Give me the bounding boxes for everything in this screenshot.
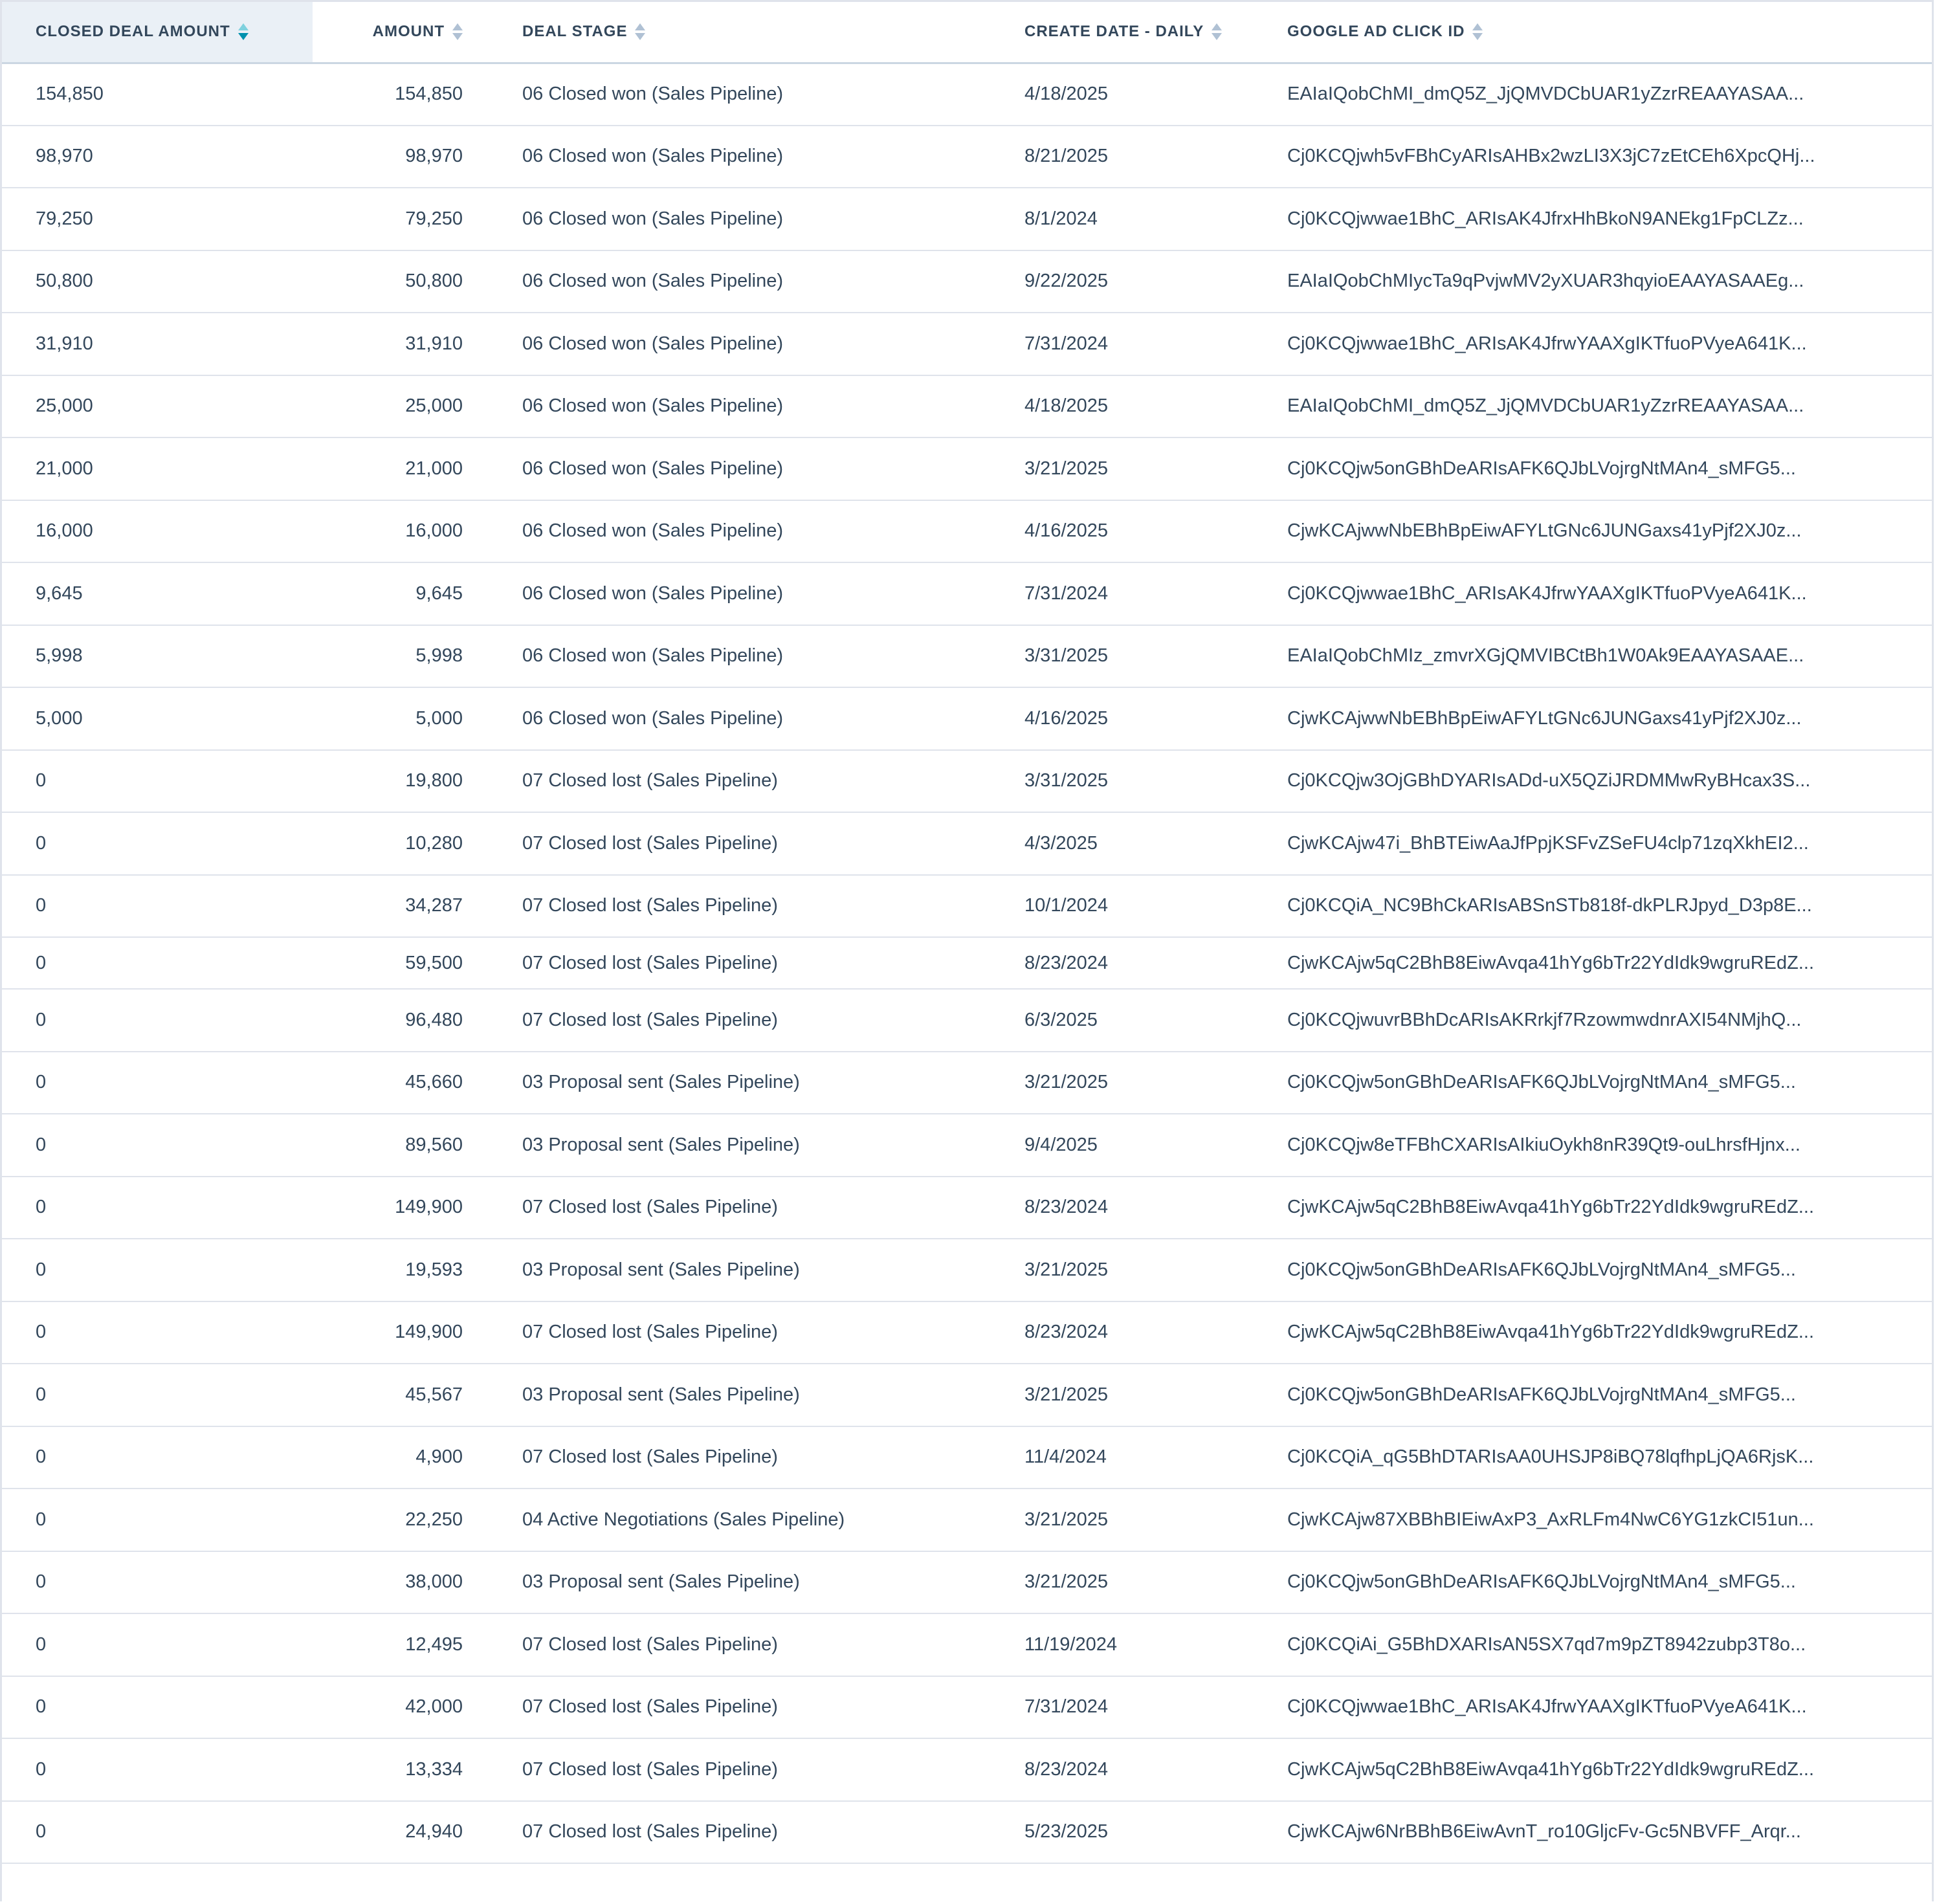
deal-stage-cell: 06 Closed won (Sales Pipeline)	[491, 437, 953, 500]
create-date-cell: 8/23/2024	[953, 1738, 1246, 1801]
create-date-cell: 8/23/2024	[953, 1177, 1246, 1239]
amount-cell: 4,900	[313, 1426, 491, 1489]
google-ad-click-id-cell: CjwKCAjw5qC2BhB8EiwAvqa41hYg6bTr22YdIdk9wgruREdZ...	[1246, 1177, 1932, 1239]
deal-stage-cell: 06 Closed won (Sales Pipeline)	[491, 687, 953, 750]
google-ad-click-id-cell: Cj0KCQjw5onGBhDeARIsAFK6QJbLVojrgNtMAn4_sMFG5...	[1246, 437, 1932, 500]
create-date-cell: 7/31/2024	[953, 313, 1246, 375]
deal-stage-cell: 06 Closed won (Sales Pipeline)	[491, 625, 953, 688]
closed-deal-amount-cell: 21,000	[2, 437, 313, 500]
amount-cell: 13,334	[313, 1738, 491, 1801]
google-ad-click-id-cell: CjwKCAjw5qC2BhB8EiwAvqa41hYg6bTr22YdIdk9wgruREdZ...	[1246, 1301, 1932, 1364]
closed-deal-amount-cell: 0	[2, 1426, 313, 1489]
deal-stage-cell: 06 Closed won (Sales Pipeline)	[491, 375, 953, 438]
amount-cell: 45,567	[313, 1364, 491, 1426]
closed-deal-amount-cell: 79,250	[2, 188, 313, 250]
google-ad-click-id-cell: EAIaIQobChMI_dmQ5Z_JjQMVDCbUAR1yZzrREAAYASAA...	[1246, 375, 1932, 438]
deal-stage-cell: 04 Active Negotiations (Sales Pipeline)	[491, 1489, 953, 1551]
table-row	[2, 188, 1932, 250]
sort-icon[interactable]	[635, 22, 645, 41]
closed-deal-amount-cell: 0	[2, 1177, 313, 1239]
deal-stage-cell: 06 Closed won (Sales Pipeline)	[491, 188, 953, 250]
google-ad-click-id-cell: Cj0KCQjwh5vFBhCyARIsAHBx2wzLI3X3jC7zEtCEh6XpcQHj...	[1246, 126, 1932, 188]
create-date-cell: 3/21/2025	[953, 1551, 1246, 1614]
sort-icon[interactable]	[1212, 22, 1222, 41]
google-ad-click-id-cell: Cj0KCQiA_qG5BhDTARIsAA0UHSJP8iBQ78lqfhpLjQA6RjsK...	[1246, 1426, 1932, 1489]
create-date-cell: 7/31/2024	[953, 562, 1246, 625]
create-date-cell: 6/3/2025	[953, 989, 1246, 1052]
closed-deal-amount-cell: 31,910	[2, 313, 313, 375]
closed-deal-amount-cell: 154,850	[2, 63, 313, 126]
amount-cell: 42,000	[313, 1676, 491, 1739]
table-row	[2, 1551, 1932, 1614]
create-date-cell: 3/21/2025	[953, 437, 1246, 500]
table-row	[2, 937, 1932, 989]
create-date-cell: 3/21/2025	[953, 1489, 1246, 1551]
column-header-label: CLOSED DEAL AMOUNT	[36, 23, 230, 41]
closed-deal-amount-cell: 9,645	[2, 562, 313, 625]
amount-cell: 45,660	[313, 1052, 491, 1114]
create-date-cell: 3/21/2025	[953, 1239, 1246, 1301]
table-row	[2, 1177, 1932, 1239]
google-ad-click-id-cell: Cj0KCQiA_NC9BhCkARIsABSnSTb818f-dkPLRJpyd_D3p8E...	[1246, 875, 1932, 938]
amount-cell: 21,000	[313, 437, 491, 500]
amount-cell: 31,910	[313, 313, 491, 375]
table-row	[2, 1052, 1932, 1114]
closed-deal-amount-cell: 0	[2, 1364, 313, 1426]
google-ad-click-id-cell: Cj0KCQjwwae1BhC_ARIsAK4JfrwYAAXgIKTfuoPVyeA641K...	[1246, 313, 1932, 375]
column-header-label: DEAL STAGE	[522, 23, 628, 41]
column-header-create-date[interactable]	[953, 2, 1246, 63]
table-row	[2, 1489, 1932, 1551]
table-row	[2, 562, 1932, 625]
create-date-cell: 7/31/2024	[953, 1676, 1246, 1739]
amount-cell: 154,850	[313, 63, 491, 126]
google-ad-click-id-cell: Cj0KCQjwuvrBBhDcARIsAKRrkjf7RzowmwdnrAXI54NMjhQ...	[1246, 989, 1932, 1052]
closed-deal-amount-cell: 5,000	[2, 687, 313, 750]
amount-cell: 25,000	[313, 375, 491, 438]
closed-deal-amount-cell: 0	[2, 1052, 313, 1114]
google-ad-click-id-cell: EAIaIQobChMIycTa9qPvjwMV2yXUAR3hqyioEAAYASAAEg...	[1246, 250, 1932, 313]
table-row	[2, 1114, 1932, 1177]
table-row	[2, 437, 1932, 500]
amount-cell: 9,645	[313, 562, 491, 625]
table-row	[2, 313, 1932, 375]
table-body	[2, 63, 1932, 1863]
sort-icon[interactable]	[1472, 22, 1483, 41]
amount-cell: 10,280	[313, 812, 491, 875]
create-date-cell: 4/18/2025	[953, 63, 1246, 126]
amount-cell: 50,800	[313, 250, 491, 313]
google-ad-click-id-cell: Cj0KCQjw5onGBhDeARIsAFK6QJbLVojrgNtMAn4_sMFG5...	[1246, 1052, 1932, 1114]
closed-deal-amount-cell: 0	[2, 989, 313, 1052]
closed-deal-amount-cell: 0	[2, 1551, 313, 1614]
deal-stage-cell: 07 Closed lost (Sales Pipeline)	[491, 1301, 953, 1364]
create-date-cell: 8/23/2024	[953, 937, 1246, 989]
table-row	[2, 750, 1932, 813]
closed-deal-amount-cell: 5,998	[2, 625, 313, 688]
deal-stage-cell: 06 Closed won (Sales Pipeline)	[491, 63, 953, 126]
deal-stage-cell: 03 Proposal sent (Sales Pipeline)	[491, 1364, 953, 1426]
sort-icon[interactable]	[452, 22, 463, 41]
deal-stage-cell: 07 Closed lost (Sales Pipeline)	[491, 1676, 953, 1739]
table-row	[2, 63, 1932, 126]
deal-stage-cell: 03 Proposal sent (Sales Pipeline)	[491, 1239, 953, 1301]
amount-cell: 22,250	[313, 1489, 491, 1551]
deal-stage-cell: 07 Closed lost (Sales Pipeline)	[491, 1738, 953, 1801]
closed-deal-amount-cell: 0	[2, 812, 313, 875]
closed-deal-amount-cell: 0	[2, 1239, 313, 1301]
table-row	[2, 1738, 1932, 1801]
amount-cell: 89,560	[313, 1114, 491, 1177]
google-ad-click-id-cell: CjwKCAjwwNbEBhBpEiwAFYLtGNc6JUNGaxs41yPjf2XJ0z...	[1246, 500, 1932, 563]
table-header	[2, 2, 1932, 63]
google-ad-click-id-cell: CjwKCAjw5qC2BhB8EiwAvqa41hYg6bTr22YdIdk9wgruREdZ...	[1246, 937, 1932, 989]
create-date-cell: 3/21/2025	[953, 1052, 1246, 1114]
column-header-label: AMOUNT	[372, 23, 445, 41]
amount-cell: 5,000	[313, 687, 491, 750]
amount-cell: 38,000	[313, 1551, 491, 1614]
deal-stage-cell: 07 Closed lost (Sales Pipeline)	[491, 1177, 953, 1239]
amount-cell: 34,287	[313, 875, 491, 938]
table-row	[2, 687, 1932, 750]
table-row	[2, 1426, 1932, 1489]
table-row	[2, 812, 1932, 875]
deal-stage-cell: 07 Closed lost (Sales Pipeline)	[491, 1426, 953, 1489]
deals-report-table	[2, 2, 1932, 1864]
create-date-cell: 4/16/2025	[953, 687, 1246, 750]
google-ad-click-id-cell: Cj0KCQjw5onGBhDeARIsAFK6QJbLVojrgNtMAn4_sMFG5...	[1246, 1239, 1932, 1301]
create-date-cell: 4/16/2025	[953, 500, 1246, 563]
table-row	[2, 875, 1932, 938]
deal-stage-cell: 07 Closed lost (Sales Pipeline)	[491, 1613, 953, 1676]
create-date-cell: 3/31/2025	[953, 750, 1246, 813]
deal-stage-cell: 06 Closed won (Sales Pipeline)	[491, 313, 953, 375]
closed-deal-amount-cell: 0	[2, 1114, 313, 1177]
table-row	[2, 126, 1932, 188]
google-ad-click-id-cell: CjwKCAjw5qC2BhB8EiwAvqa41hYg6bTr22YdIdk9wgruREdZ...	[1246, 1738, 1932, 1801]
closed-deal-amount-cell: 0	[2, 1801, 313, 1864]
google-ad-click-id-cell: Cj0KCQiAi_G5BhDXARIsAN5SX7qd7m9pZT8942zubp3T8o...	[1246, 1613, 1932, 1676]
sort-icon[interactable]	[238, 22, 249, 41]
create-date-cell: 5/23/2025	[953, 1801, 1246, 1864]
table-row	[2, 1239, 1932, 1301]
create-date-cell: 9/4/2025	[953, 1114, 1246, 1177]
amount-cell: 24,940	[313, 1801, 491, 1864]
closed-deal-amount-cell: 0	[2, 750, 313, 813]
google-ad-click-id-cell: Cj0KCQjwwae1BhC_ARIsAK4JfrxHhBkoN9ANEkg1FpCLZz...	[1246, 188, 1932, 250]
column-header-deal-stage[interactable]	[491, 2, 953, 63]
google-ad-click-id-cell: EAIaIQobChMIz_zmvrXGjQMVIBCtBh1W0Ak9EAAYASAAE...	[1246, 625, 1932, 688]
closed-deal-amount-cell: 0	[2, 875, 313, 938]
deal-stage-cell: 07 Closed lost (Sales Pipeline)	[491, 989, 953, 1052]
deal-stage-cell: 07 Closed lost (Sales Pipeline)	[491, 937, 953, 989]
closed-deal-amount-cell: 0	[2, 1489, 313, 1551]
google-ad-click-id-cell: EAIaIQobChMI_dmQ5Z_JjQMVDCbUAR1yZzrREAAYASAA...	[1246, 63, 1932, 126]
column-header-label: CREATE DATE - DAILY	[1024, 23, 1204, 41]
amount-cell: 149,900	[313, 1301, 491, 1364]
google-ad-click-id-cell: CjwKCAjw47i_BhBTEiwAaJfPpjKSFvZSeFU4clp71zqXkhEI2...	[1246, 812, 1932, 875]
create-date-cell: 4/18/2025	[953, 375, 1246, 438]
table-row	[2, 1676, 1932, 1739]
table-row	[2, 1301, 1932, 1364]
google-ad-click-id-cell: Cj0KCQjwwae1BhC_ARIsAK4JfrwYAAXgIKTfuoPVyeA641K...	[1246, 562, 1932, 625]
table-row	[2, 1364, 1932, 1426]
google-ad-click-id-cell: Cj0KCQjw3OjGBhDYARIsADd-uX5QZiJRDMMwRyBHcax3S...	[1246, 750, 1932, 813]
deal-stage-cell: 06 Closed won (Sales Pipeline)	[491, 500, 953, 563]
amount-cell: 12,495	[313, 1613, 491, 1676]
google-ad-click-id-cell: CjwKCAjwwNbEBhBpEiwAFYLtGNc6JUNGaxs41yPjf2XJ0z...	[1246, 687, 1932, 750]
table-row	[2, 625, 1932, 688]
amount-cell: 79,250	[313, 188, 491, 250]
google-ad-click-id-cell: Cj0KCQjwwae1BhC_ARIsAK4JfrwYAAXgIKTfuoPVyeA641K...	[1246, 1676, 1932, 1739]
deal-stage-cell: 07 Closed lost (Sales Pipeline)	[491, 750, 953, 813]
closed-deal-amount-cell: 16,000	[2, 500, 313, 563]
google-ad-click-id-cell: CjwKCAjw6NrBBhB6EiwAvnT_ro10GljcFv-Gc5NBVFF_Arqr...	[1246, 1801, 1932, 1864]
create-date-cell: 10/1/2024	[953, 875, 1246, 938]
closed-deal-amount-cell: 0	[2, 1676, 313, 1739]
table-row	[2, 1613, 1932, 1676]
deal-stage-cell: 07 Closed lost (Sales Pipeline)	[491, 875, 953, 938]
amount-cell: 19,800	[313, 750, 491, 813]
closed-deal-amount-cell: 0	[2, 1613, 313, 1676]
create-date-cell: 8/1/2024	[953, 188, 1246, 250]
column-header-label: GOOGLE AD CLICK ID	[1287, 23, 1465, 41]
deal-stage-cell: 03 Proposal sent (Sales Pipeline)	[491, 1551, 953, 1614]
google-ad-click-id-cell: Cj0KCQjw5onGBhDeARIsAFK6QJbLVojrgNtMAn4_sMFG5...	[1246, 1364, 1932, 1426]
create-date-cell: 11/4/2024	[953, 1426, 1246, 1489]
deal-stage-cell: 06 Closed won (Sales Pipeline)	[491, 126, 953, 188]
closed-deal-amount-cell: 0	[2, 1738, 313, 1801]
create-date-cell: 3/21/2025	[953, 1364, 1246, 1426]
amount-cell: 5,998	[313, 625, 491, 688]
create-date-cell: 8/23/2024	[953, 1301, 1246, 1364]
closed-deal-amount-cell: 0	[2, 937, 313, 989]
table-row	[2, 375, 1932, 438]
create-date-cell: 9/22/2025	[953, 250, 1246, 313]
amount-cell: 149,900	[313, 1177, 491, 1239]
deal-stage-cell: 03 Proposal sent (Sales Pipeline)	[491, 1114, 953, 1177]
deal-stage-cell: 06 Closed won (Sales Pipeline)	[491, 562, 953, 625]
deal-stage-cell: 07 Closed lost (Sales Pipeline)	[491, 1801, 953, 1864]
create-date-cell: 8/21/2025	[953, 126, 1246, 188]
table-row	[2, 989, 1932, 1052]
table-row	[2, 1801, 1932, 1864]
table-row	[2, 250, 1932, 313]
closed-deal-amount-cell: 25,000	[2, 375, 313, 438]
closed-deal-amount-cell: 0	[2, 1301, 313, 1364]
table-row	[2, 500, 1932, 563]
google-ad-click-id-cell: Cj0KCQjw8eTFBhCXARIsAIkiuOykh8nR39Qt9-ouLhrsfHjnx...	[1246, 1114, 1932, 1177]
column-header-amount[interactable]	[313, 2, 491, 63]
google-ad-click-id-cell: Cj0KCQjw5onGBhDeARIsAFK6QJbLVojrgNtMAn4_sMFG5...	[1246, 1551, 1932, 1614]
amount-cell: 59,500	[313, 937, 491, 989]
amount-cell: 19,593	[313, 1239, 491, 1301]
deal-stage-cell: 07 Closed lost (Sales Pipeline)	[491, 812, 953, 875]
create-date-cell: 11/19/2024	[953, 1613, 1246, 1676]
column-header-closed-deal-amount[interactable]	[2, 2, 313, 63]
column-header-google-ad-click-id[interactable]	[1246, 2, 1932, 63]
deal-stage-cell: 03 Proposal sent (Sales Pipeline)	[491, 1052, 953, 1114]
create-date-cell: 3/31/2025	[953, 625, 1246, 688]
deal-stage-cell: 06 Closed won (Sales Pipeline)	[491, 250, 953, 313]
header-row	[2, 2, 1932, 63]
closed-deal-amount-cell: 50,800	[2, 250, 313, 313]
closed-deal-amount-cell: 98,970	[2, 126, 313, 188]
google-ad-click-id-cell: CjwKCAjw87XBBhBIEiwAxP3_AxRLFm4NwC6YG1zkCI51un...	[1246, 1489, 1932, 1551]
create-date-cell: 4/3/2025	[953, 812, 1246, 875]
amount-cell: 98,970	[313, 126, 491, 188]
amount-cell: 16,000	[313, 500, 491, 563]
amount-cell: 96,480	[313, 989, 491, 1052]
